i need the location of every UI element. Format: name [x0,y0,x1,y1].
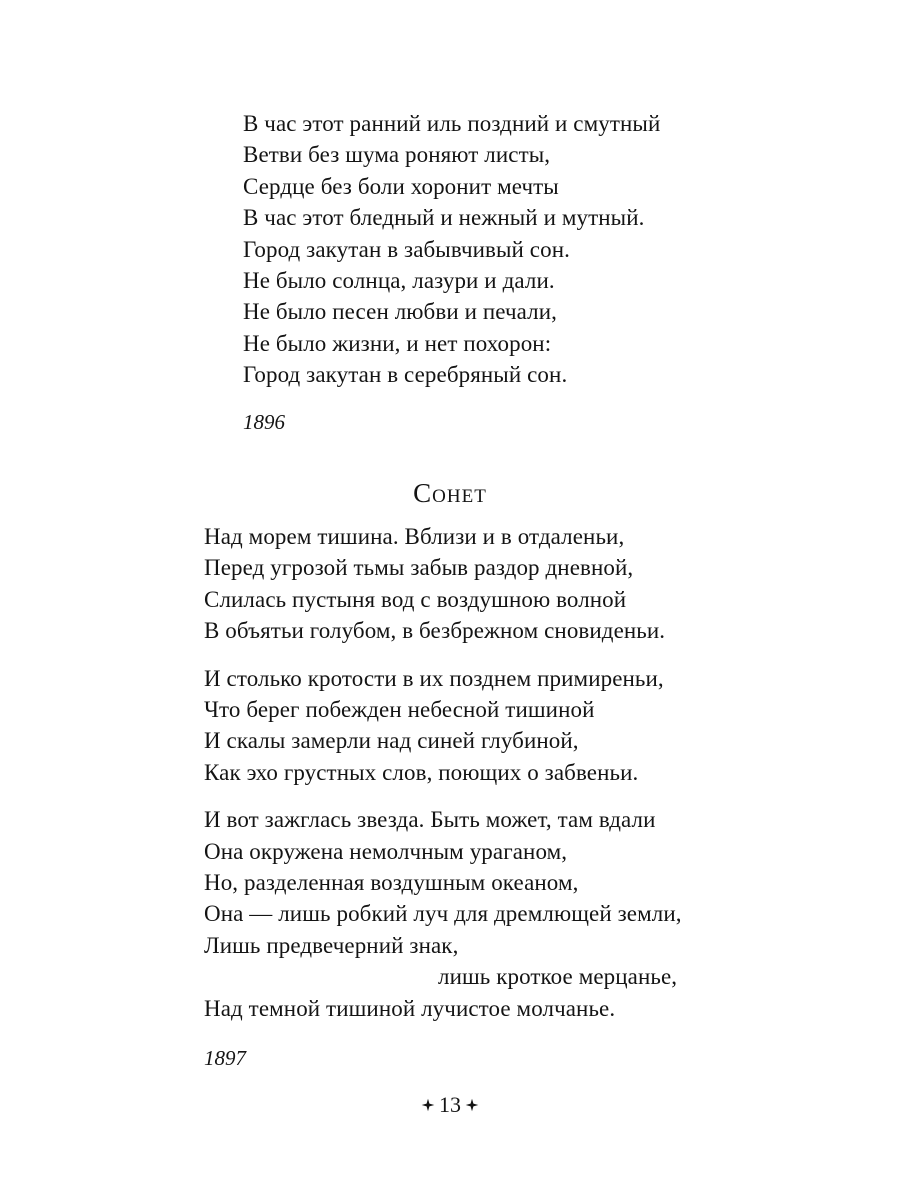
poem-line: Над морем тишина. Вблизи и в отдаленьи, [204,524,625,549]
poem-line: Слилась пустыня вод с воздушною волной [204,586,627,612]
poem-line: Как эхо грустных слов, поющих о забвеньи. [204,759,639,785]
poem-line: Она окружена немолчным ураганом, [204,838,568,864]
stanza-3 [204,804,864,1024]
poem-line: Не было песен любви и печали, [243,299,557,325]
page-number: 13 [439,1092,461,1117]
poem-line: И столько кротости в их позднем примиреньи, [204,665,664,691]
poem-line: Не было жизни, и нет похорон: [243,330,552,356]
poem-line: Она — лишь робкий луч для дремлющей земли, [204,901,682,927]
sonnet-date: 1897 [204,1046,246,1070]
poem-line: Перед угрозой тьмы забыв раздор дневной, [204,555,634,581]
poem-line: Над темной тишиной лучистое молчанье. [204,995,616,1021]
poem-line: Лишь предвечерний знак, [204,932,459,958]
four-point-star-icon [421,1098,435,1112]
stanza-1 [204,521,864,647]
poem-line: Город закутан в серебряный сон. [243,362,568,388]
poem-line: Город закутан в забывчивый сон. [243,236,570,262]
poem-line: Но, разделенная воздушным океаном, [204,870,579,896]
page-number-footer [0,1092,900,1118]
poem-line: И скалы замерли над синей глубиной, [204,728,579,754]
poem-line: Ветви без шума роняют листы, [243,142,551,168]
poem-line: И вот зажглась звезда. Быть может, там вдали [204,807,656,833]
poem-line: Сердце без боли хоронит мечты [243,173,559,199]
stanza-2 [204,663,864,789]
four-point-star-icon [465,1098,479,1112]
poem-1 [243,108,843,391]
poem-line: В час этот ранний иль поздний и смутный [243,111,661,136]
poem-line: Что берег побежден небесной тишиной [204,697,595,723]
poem-line: В объятьи голубом, в безбрежном сновиденьи. [204,618,666,644]
poem-line: В час этот бледный и нежный и мутный. [243,205,645,231]
sonnet-poem [204,521,864,1024]
poem-1-date: 1896 [243,410,285,434]
poem-line-indented: лишь кроткое мерцанье, [438,964,678,990]
poem-line: Не было солнца, лазури и дали. [243,268,555,294]
sonnet-title: Сонет [413,478,487,508]
